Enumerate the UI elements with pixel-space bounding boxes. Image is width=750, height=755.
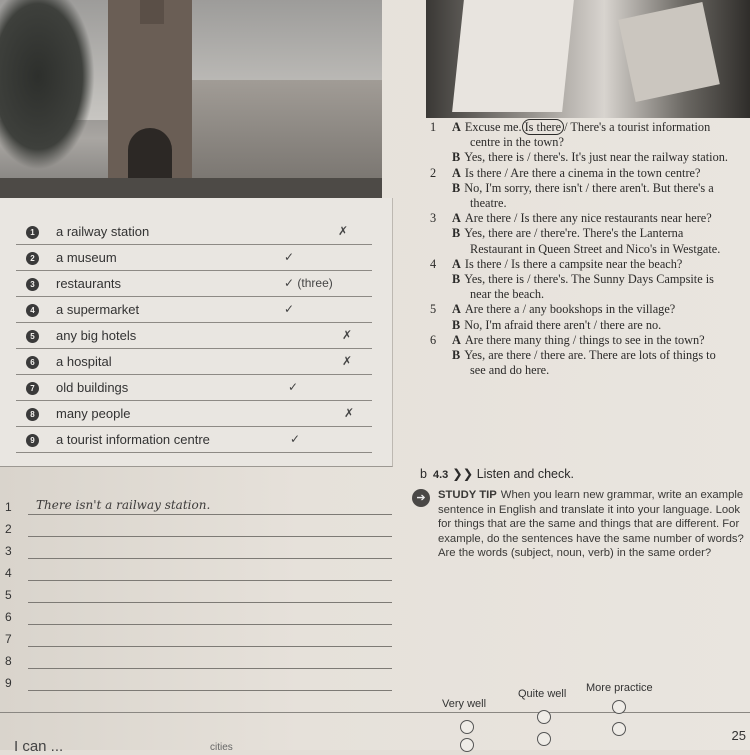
column-quite-well: Quite well — [518, 688, 567, 700]
item-label: a hospital — [56, 354, 112, 369]
audio-track: 4.3 — [432, 469, 449, 481]
i-can-label: I can ... — [14, 738, 64, 755]
tourist-photo — [426, 0, 750, 118]
item-number: 3 — [26, 278, 39, 291]
radio-very-well[interactable] — [460, 720, 474, 734]
item-mark: ✗ — [342, 328, 353, 342]
item-mark: ✗ — [338, 224, 349, 238]
handwritten-answer: There isn't a railway station. — [36, 498, 211, 512]
item-mark: ✓ — [290, 432, 301, 446]
line-number: 8 — [5, 654, 12, 668]
radio-quite-well[interactable] — [537, 710, 551, 724]
item-number: 1 — [430, 120, 437, 134]
item-number: 6 — [26, 356, 39, 369]
column-more-practice: More practice — [586, 682, 653, 694]
item-number: 2 — [430, 165, 437, 180]
sentence-a-rest: / There's a tourist information — [564, 120, 711, 134]
writing-line[interactable] — [0, 652, 400, 672]
study-tip — [412, 488, 750, 561]
item-mark: ✗ — [344, 406, 355, 420]
arrow-right-icon: ➔ — [412, 489, 430, 507]
sentence-b: Yes, there are / there're. There's the Lanterna — [464, 226, 684, 241]
checklist-row — [16, 426, 372, 453]
line-number: 9 — [5, 676, 12, 690]
study-tip-line: for things that are the same and things that are different. For — [438, 518, 740, 531]
self-assessment — [0, 680, 750, 755]
sentence-a: Are there a / any bookshops in the village? — [464, 302, 676, 317]
sentence-a: Are there / Is there any nice restaurants near here? — [464, 211, 712, 226]
sentence-b: Yes, are there / there are. There are lots of things to — [464, 348, 716, 363]
exercise-a — [426, 120, 750, 378]
sentence-b-cont: near the beach. — [470, 287, 545, 302]
line-number: 5 — [5, 588, 12, 602]
sentence-b-cont: theatre. — [470, 196, 507, 211]
item-label: a tourist information centre — [56, 432, 210, 447]
checklist-row — [16, 218, 372, 245]
item-number: 7 — [26, 382, 39, 395]
item-mark: ✓ (three) — [284, 276, 333, 290]
item-label: a railway station — [56, 224, 150, 239]
exercise-label: b — [420, 467, 427, 481]
checklist-row — [16, 400, 372, 427]
sentence-b: Yes, there is / there's. The Sunny Days Campsite is — [464, 272, 714, 287]
audio-icon[interactable]: ❯❯ — [452, 467, 474, 481]
study-tip-heading: STUDY TIP — [438, 489, 497, 501]
line-number: 6 — [5, 610, 12, 624]
exercise-item: 2 A Is there / Are there a cinema in the town centre? B No, I'm sorry, there isn't / there aren't. But there's a theatre. — [426, 166, 750, 212]
item-mark: ✓ — [288, 380, 299, 394]
item-number: 4 — [430, 256, 437, 271]
sentence-a: Excuse me. — [464, 120, 522, 134]
writing-line[interactable] — [0, 520, 400, 540]
writing-line[interactable] — [0, 586, 400, 606]
sentence-a-cont: centre in the town? — [470, 135, 564, 150]
item-number: 5 — [26, 330, 39, 343]
checklist-row — [16, 270, 372, 297]
sentence-b: Yes, there is / there's. It's just near the railway station. — [464, 150, 728, 165]
item-mark: ✓ — [284, 302, 295, 316]
item-number: 1 — [26, 226, 39, 239]
exercise-item: 6 A Are there many thing / things to see in the town? B Yes, are there / there are. There are lots of things to see and do here. — [426, 333, 750, 379]
exercise-item: 1 A Excuse me. Is there / There's a tourist information centre in the town? B Yes, there is / there's. It's just near the railway station. — [426, 120, 750, 166]
item-number: 2 — [26, 252, 39, 265]
sentence-b-cont: see and do here. — [470, 363, 550, 378]
item-number: 4 — [26, 304, 39, 317]
item-number: 6 — [430, 332, 437, 347]
exercise-item: 5 A Are there a / any bookshops in the village? B No, I'm afraid there aren't / there are no. — [430, 302, 676, 332]
item-number: 8 — [26, 408, 39, 421]
exercise-item: 4 A Is there / Is there a campsite near the beach? B Yes, there is / there's. The Sunny Days Campsite is near the beach. — [426, 257, 750, 303]
tourist-map — [618, 2, 720, 102]
circled-answer: Is there — [522, 119, 565, 135]
sentence-b: No, I'm afraid there aren't / there are no. — [464, 317, 662, 332]
checklist-box — [0, 198, 393, 467]
item-label: old buildings — [56, 380, 129, 395]
item-mark: ✓ — [284, 250, 295, 264]
study-tip-line: When you learn new grammar, write an example — [500, 489, 744, 501]
radio-more-practice[interactable] — [612, 722, 626, 736]
checklist-row — [16, 374, 372, 401]
listen-text: Listen and check. — [476, 467, 574, 481]
can-do-statement: cities — [210, 742, 233, 753]
study-tip-line: example, do the sentences have the same number of words? — [438, 532, 744, 545]
radio-quite-well[interactable] — [537, 732, 551, 746]
ruined-buildings — [190, 80, 382, 190]
sentence-b-cont: Restaurant in Queen Street and Nico's in Westgate. — [470, 241, 721, 256]
sentence-a: Is there / Are there a cinema in the town centre? — [464, 165, 701, 180]
writing-line[interactable] — [0, 564, 400, 584]
checklist-row — [16, 244, 372, 271]
checklist-row — [16, 322, 372, 349]
line-number: 3 — [5, 544, 12, 558]
sentence-b: No, I'm sorry, there isn't / there aren't. But there's a — [464, 180, 714, 195]
paper-bag — [452, 0, 574, 112]
study-tip-line: Are the words (subject, noun, verb) in the same order? — [438, 547, 712, 560]
writing-line[interactable] — [0, 630, 400, 650]
item-number: 3 — [430, 211, 437, 226]
item-number: 9 — [26, 434, 39, 447]
sentence-a: Are there many thing / things to see in the town? — [464, 332, 705, 347]
tree — [0, 0, 95, 170]
item-label: any big hotels — [56, 328, 137, 343]
checklist-row — [16, 348, 372, 375]
listen-instruction — [420, 466, 574, 481]
item-label: a supermarket — [56, 302, 140, 317]
item-mark: ✗ — [342, 354, 353, 368]
line-number: 1 — [5, 500, 12, 514]
writing-line[interactable] — [0, 498, 400, 518]
study-tip-line: sentence in English and translate it into your language. Look — [438, 503, 741, 516]
town-photo — [0, 0, 382, 198]
writing-line[interactable] — [0, 542, 400, 562]
line-number: 4 — [5, 566, 12, 580]
page-number: 25 — [731, 728, 746, 743]
item-label: restaurants — [56, 276, 122, 291]
item-label: a museum — [56, 250, 117, 265]
line-number: 7 — [5, 632, 12, 646]
sentence-a: Is there / Is there a campsite near the beach? — [464, 256, 683, 271]
item-label: many people — [56, 406, 131, 421]
exercise-item: 3 A Are there / Is there any nice restaurants near here? B Yes, there are / there're. There's the Lanterna Restaurant in Queen Street and Nico's in Westgate. — [426, 211, 750, 257]
column-very-well: Very well — [442, 698, 487, 710]
radio-more-practice[interactable] — [612, 700, 626, 714]
checklist-row — [16, 296, 372, 323]
item-number: 5 — [430, 302, 437, 317]
line-number: 2 — [5, 522, 12, 536]
writing-line[interactable] — [0, 608, 400, 628]
